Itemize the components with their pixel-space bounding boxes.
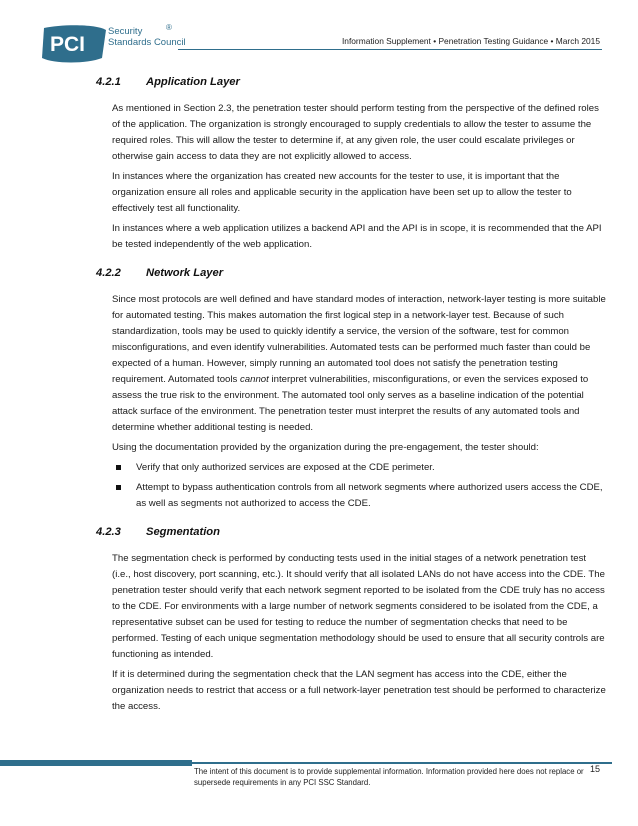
section-heading-network-layer — [96, 265, 606, 281]
logo-line-2: Standards Council — [108, 37, 186, 48]
list-item-text: Attempt to bypass authentication controls from all network segments where authorized users access the CDE, as well as segments not authorized to access the CDE. — [136, 482, 603, 509]
section-heading-application-layer — [96, 74, 606, 90]
paragraph: In instances where a web application utilizes a backend API and the API is in scope, it is recommended that the API be tested independently of the web application. — [112, 223, 602, 250]
section-title: Network Layer — [146, 267, 224, 279]
square-bullet-icon — [116, 485, 121, 490]
logo-line-1: Security — [108, 26, 143, 37]
paragraph — [112, 292, 606, 436]
footer-rule — [192, 762, 612, 764]
paragraph-text: Since most protocols are well defined and have standard modes of interaction, network-layer testing is more suitable for automated testing. This makes automation the first logical step in a network-layer test. Because of such standardization, tools may be used to quickly identify a service, the version of the software, test for common misconfigurations, and even identify vulnerabilities. Automated tests can be performed much faster than could be expected of a human. However, simply running an automated tool does not satisfy the penetration testing requirement. Automated tools — [112, 294, 606, 385]
section-heading-segmentation — [96, 524, 606, 540]
list-item — [112, 480, 606, 512]
main-content — [96, 74, 606, 715]
section-number: 4.2.3 — [96, 526, 121, 538]
square-bullet-icon — [116, 465, 121, 470]
paragraph: The segmentation check is performed by conducting tests used in the initial stages of a network penetration test (i.e., host discovery, port scanning, etc.). It should verify that all isolated LANs do not have access into the CDE. The penetration tester should verify that each network segment reported to be isolated from the CDE truly has no access to the CDE. For environments with a large number of network segments considered to be isolated from the CDE, a representative subset can be used for testing to reduce the number of segmentation checks that need to be performed. Testing of each unique segmentation methodology should be used to ensure that all security controls are functioning as intended. — [112, 553, 605, 660]
logo-mark: PCI — [50, 33, 86, 56]
paragraph: As mentioned in Section 2.3, the penetration tester should perform testing from the perspective of the defined roles of the application. The organization is strongly encouraged to supply credentials to allow the tester to assume the required roles. This will allow the tester to determine if, at any given role, the user could escalate privileges or otherwise gain access to data they are not explicitly allowed to access. — [112, 103, 599, 162]
emphasis-cannot: cannot — [240, 374, 269, 385]
footer-note: The intent of this document is to provide supplemental information. Information provided here does not replace or supersede requirements in any PCI SSC Standard. — [194, 767, 584, 787]
header-rule — [178, 49, 602, 50]
section-title: Application Layer — [146, 76, 240, 88]
bullet-list — [112, 460, 606, 512]
section-title: Segmentation — [146, 526, 220, 538]
list-item-text: Verify that only authorized services are exposed at the CDE perimeter. — [136, 462, 435, 473]
logo-text — [108, 26, 186, 48]
paragraph-text: interpret vulnerabilities, misconfigurations, or even the services exposed to assess the true risk to the environment. The automated tool only serves as a baseline indication of the potential attack surface of the environment. The penetration tester must interpret the results of any automated tools and determine whether additional testing is needed. — [112, 374, 589, 433]
footer-accent-bar — [0, 760, 192, 766]
paragraph: In instances where the organization has created new accounts for the tester to use, it is important that the organization ensure all roles and applicable security in the application have been set up to allow the tester to effectively test all functionality. — [112, 171, 572, 214]
paragraph: Using the documentation provided by the organization during the pre-engagement, the tester should: — [112, 442, 539, 453]
list-item — [112, 460, 606, 476]
section-number: 4.2.1 — [96, 76, 121, 88]
paragraph: If it is determined during the segmentation check that the LAN segment has access into the CDE, either the organization needs to restrict that access or a full network-layer penetration test should be performed to characterize the access. — [112, 669, 606, 712]
section-number: 4.2.2 — [96, 267, 121, 279]
registered-mark: ® — [166, 23, 172, 32]
header-title: Information Supplement • Penetration Testing Guidance • March 2015 — [341, 36, 600, 46]
page-number: 15 — [590, 764, 601, 774]
